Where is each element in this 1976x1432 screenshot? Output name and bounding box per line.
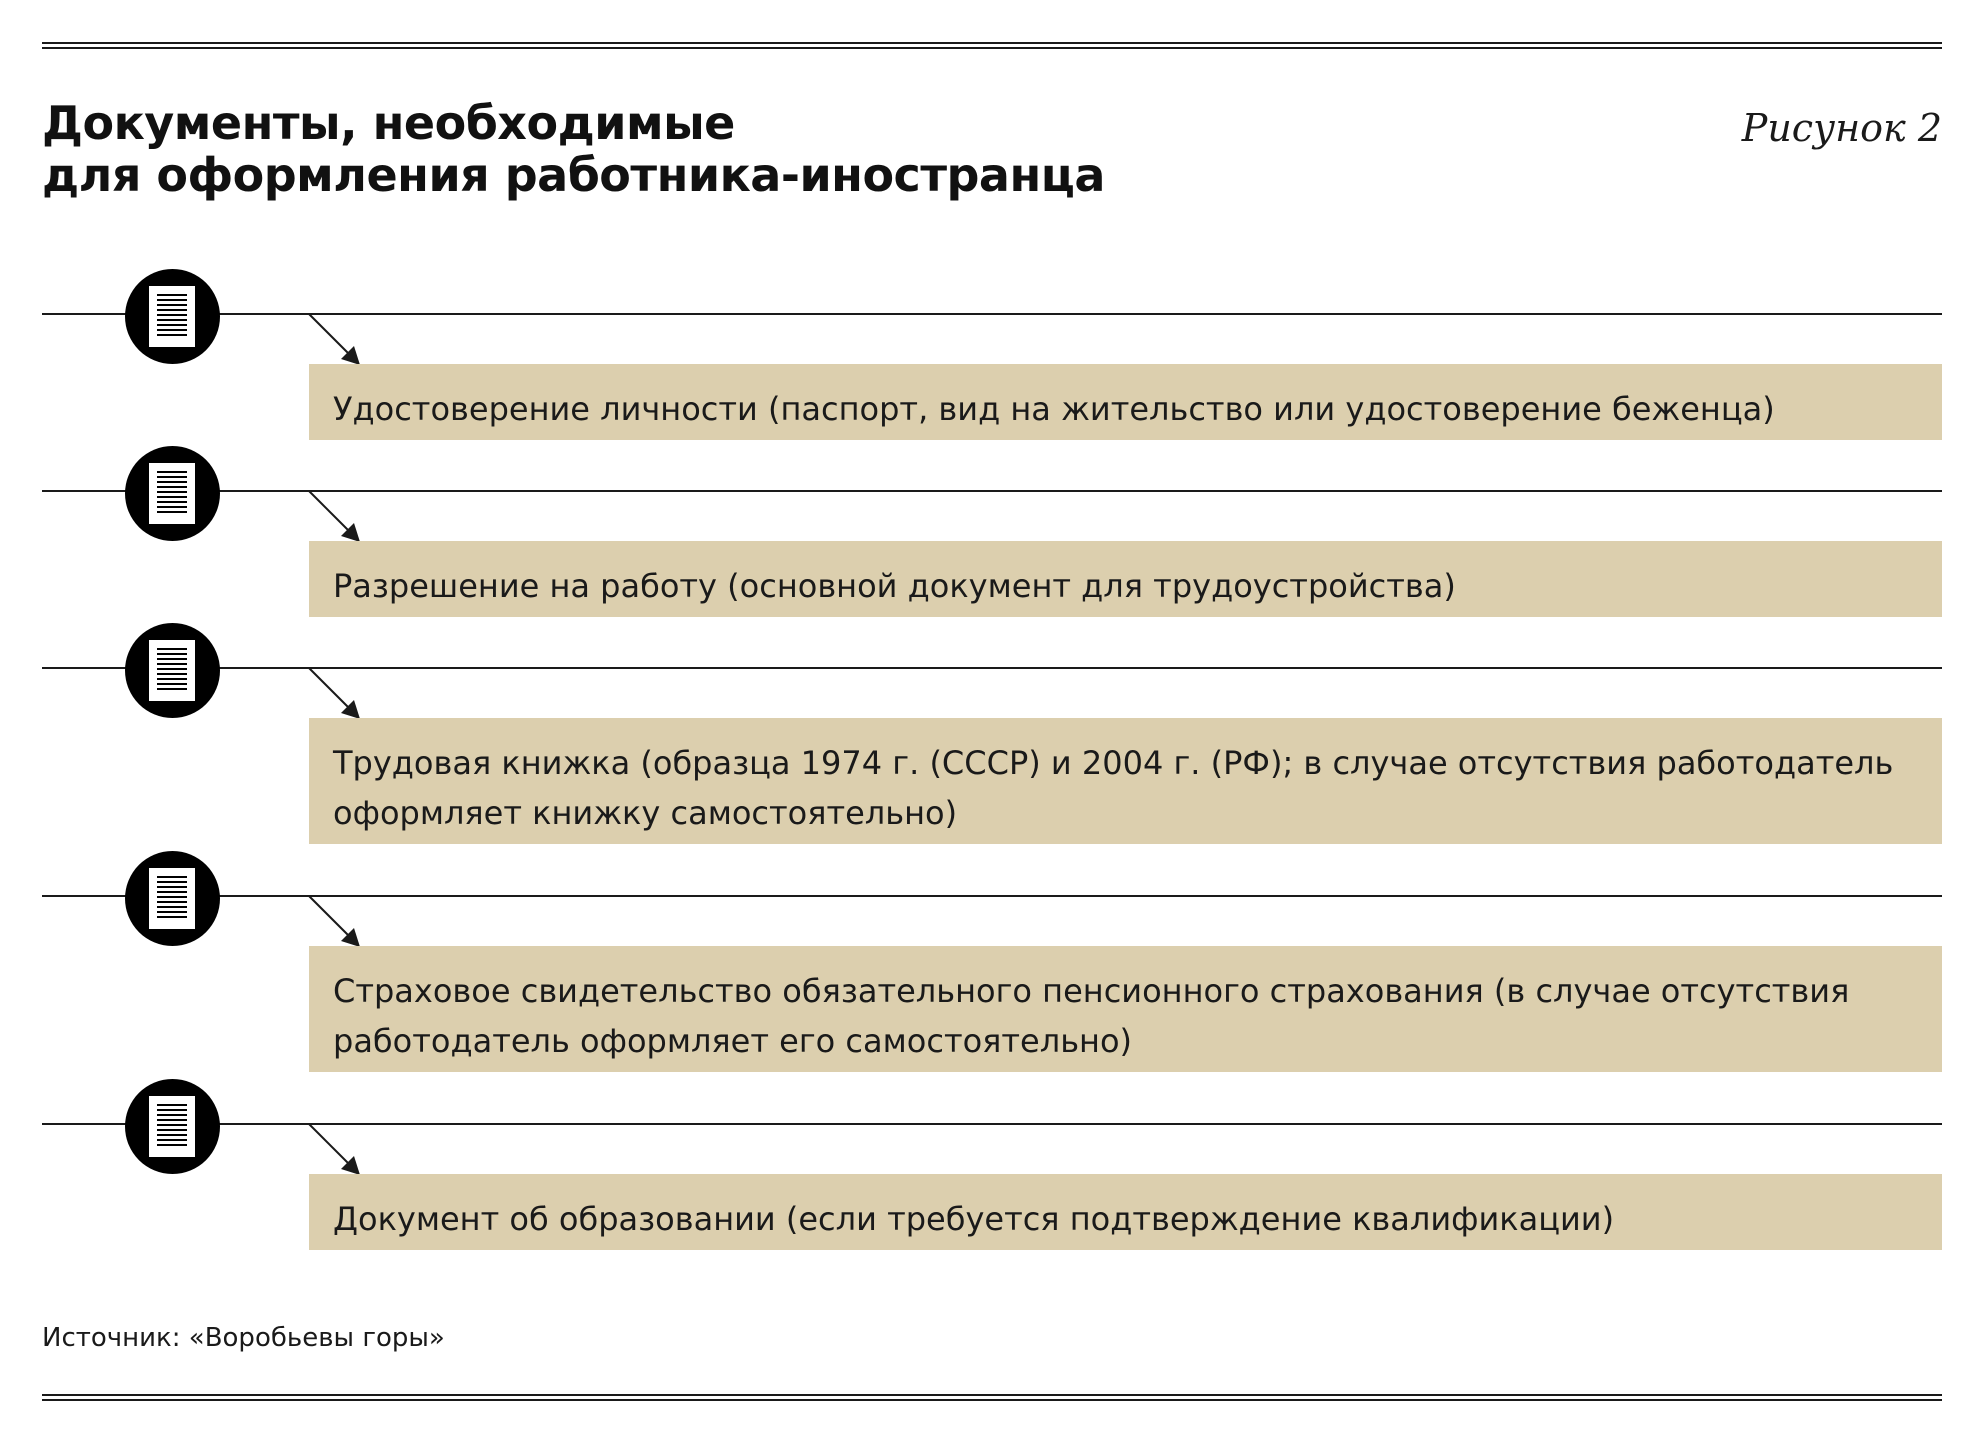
document-icon bbox=[125, 851, 220, 946]
document-item-4-text: Страховое свидетельство обязательного пенсионного страхования (в случае отсутствия работодатель оформляет его самостоятельно) bbox=[333, 972, 1850, 1060]
document-item-1-text: Удостоверение личности (паспорт, вид на жительство или удостоверение беженца) bbox=[333, 390, 1775, 428]
document-item-5 bbox=[309, 1174, 1942, 1250]
arrow-icon bbox=[308, 895, 362, 949]
document-item-3-text: Трудовая книжка (образца 1974 г. (СССР) и 2004 г. (РФ); в случае отсутствия работодатель оформляет книжку самостоятельно) bbox=[333, 744, 1894, 832]
document-item-2-text: Разрешение на работу (основной документ для трудоустройства) bbox=[333, 567, 1456, 605]
document-item-3 bbox=[309, 718, 1942, 844]
title-line-1: Документы, необходимые bbox=[42, 96, 735, 150]
figure-label: Рисунок 2 bbox=[1741, 106, 1942, 150]
arrow-icon bbox=[308, 490, 362, 544]
bottom-double-rule bbox=[42, 1394, 1942, 1401]
source-note: Источник: «Воробьевы горы» bbox=[42, 1323, 445, 1353]
document-icon bbox=[125, 269, 220, 364]
document-item-2 bbox=[309, 541, 1942, 617]
arrow-icon bbox=[308, 313, 362, 367]
document-item-5-text: Документ об образовании (если требуется подтверждение квалификации) bbox=[333, 1200, 1615, 1238]
arrow-icon bbox=[308, 667, 362, 721]
arrow-icon bbox=[308, 1123, 362, 1177]
document-icon bbox=[125, 1079, 220, 1174]
title-line-2: для оформления работника-иностранца bbox=[42, 148, 1105, 202]
document-icon bbox=[125, 446, 220, 541]
document-item-4 bbox=[309, 946, 1942, 1072]
document-icon bbox=[125, 623, 220, 718]
document-item-1 bbox=[309, 364, 1942, 440]
